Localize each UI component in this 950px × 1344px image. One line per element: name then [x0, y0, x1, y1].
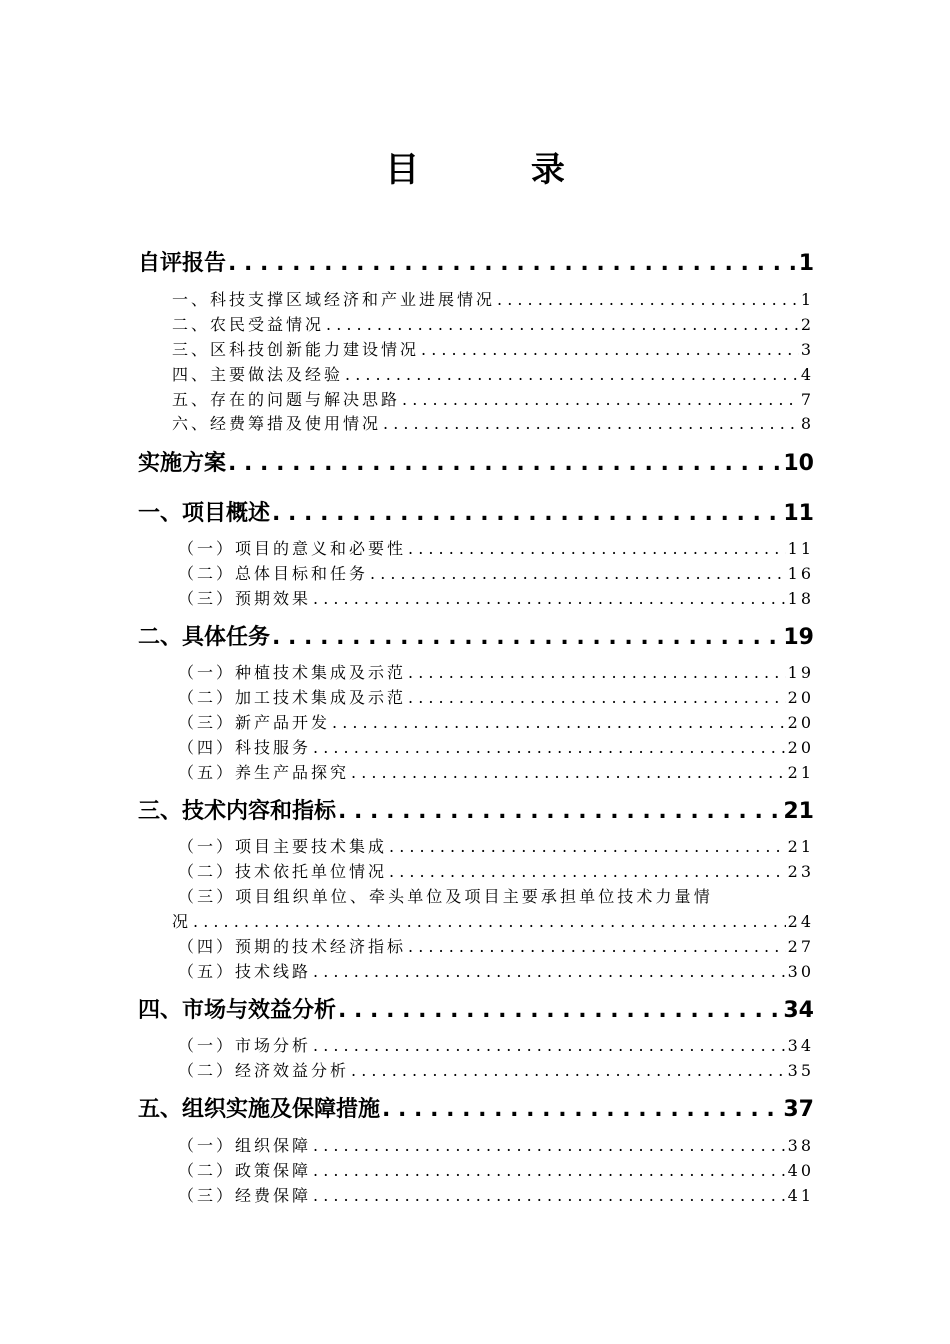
toc-dot-leader	[389, 862, 786, 881]
toc-entry-section-5[interactable]	[138, 1092, 814, 1126]
toc-entry-label: （一）组织保障	[178, 1136, 312, 1155]
toc-entry[interactable]	[178, 834, 814, 858]
toc-dot-leader	[408, 539, 786, 558]
toc-entry[interactable]	[178, 1183, 814, 1207]
toc-entry-label: 况	[172, 912, 192, 931]
toc-entry[interactable]	[172, 909, 814, 933]
toc-dot-leader	[313, 589, 786, 608]
toc-entry[interactable]	[178, 859, 814, 883]
toc-entry[interactable]	[178, 561, 814, 585]
toc-page-number: 18	[787, 589, 814, 608]
toc-dot-leader	[313, 1036, 786, 1055]
toc-entry-label: 自评报告	[138, 251, 227, 276]
toc-page-number: 35	[787, 1061, 814, 1080]
toc-entry-label: 一、项目概述	[138, 501, 271, 526]
toc-entry[interactable]	[178, 660, 814, 684]
toc-entry[interactable]	[178, 536, 814, 560]
toc-entry-label: （三）经费保障	[178, 1186, 312, 1205]
toc-entry-label: 三、区科技创新能力建设情况	[172, 340, 420, 359]
toc-dot-leader	[383, 414, 799, 433]
toc-dot-leader	[338, 799, 781, 824]
toc-entry-label: （一）项目主要技术集成	[178, 837, 388, 856]
toc-dot-leader	[272, 625, 781, 650]
toc-entry-label: （一）种植技术集成及示范	[178, 663, 407, 682]
toc-entry-label: （五）养生产品探究	[178, 763, 350, 782]
toc-dot-leader	[408, 937, 786, 956]
toc-entry[interactable]	[172, 312, 814, 336]
toc-entry-label: 三、技术内容和指标	[138, 799, 337, 824]
toc-entry-label: （一）项目的意义和必要性	[178, 539, 407, 558]
toc-entry-label: （五）技术线路	[178, 962, 312, 981]
toc-entry-label: 六、经费筹措及使用情况	[172, 414, 382, 433]
toc-dot-leader	[351, 763, 786, 782]
toc-entry[interactable]	[178, 685, 814, 709]
toc-page-number: 20	[787, 713, 814, 732]
toc-entry[interactable]	[178, 959, 814, 983]
toc-dot-leader	[313, 738, 786, 757]
toc-dot-leader	[272, 501, 781, 526]
toc-page-number: 8	[800, 414, 814, 433]
toc-entry-label: 一、科技支撑区域经济和产业进展情况	[172, 290, 496, 309]
toc-entry-label: 二、农民受益情况	[172, 315, 325, 334]
toc-page-number: 1	[798, 251, 814, 276]
toc-dot-leader	[338, 998, 781, 1023]
toc-entry-label: 实施方案	[138, 451, 227, 476]
toc-entry-label: （二）经济效益分析	[178, 1061, 350, 1080]
toc-entry[interactable]	[178, 735, 814, 759]
toc-entry[interactable]	[178, 1058, 814, 1082]
toc-page-number: 2	[800, 315, 814, 334]
toc-page-number: 11	[783, 501, 814, 526]
toc-page-number: 1	[800, 290, 814, 309]
toc-page-number: 4	[800, 365, 814, 384]
toc-dot-leader	[421, 340, 799, 359]
toc-entry-label: （二）政策保障	[178, 1161, 312, 1180]
toc-dot-leader	[313, 1186, 786, 1205]
toc-dot-leader	[193, 912, 786, 931]
toc-page-number: 3	[800, 340, 814, 359]
toc-entry-wrapped-label[interactable]: （三）项目组织单位、牵头单位及项目主要承担单位技术力量情	[178, 887, 713, 906]
toc-dot-leader	[313, 1136, 786, 1155]
toc-dot-leader	[382, 1097, 781, 1122]
toc-page-number: 11	[787, 539, 814, 558]
toc-entry-label: （二）技术依托单位情况	[178, 862, 388, 881]
toc-entry-implementation-plan[interactable]	[138, 446, 814, 480]
toc-page-number: 10	[783, 451, 814, 476]
toc-dot-leader	[497, 290, 799, 309]
toc-entry-section-4[interactable]	[138, 993, 814, 1027]
toc-page-number: 21	[783, 799, 814, 824]
toc-page-number: 19	[783, 625, 814, 650]
toc-entry[interactable]	[178, 710, 814, 734]
toc-page-number: 34	[783, 998, 814, 1023]
toc-dot-leader	[228, 451, 781, 476]
toc-dot-leader	[332, 713, 786, 732]
toc-entry-label: 四、主要做法及经验	[172, 365, 344, 384]
toc-entry-label: （一）市场分析	[178, 1036, 312, 1055]
toc-entry[interactable]	[178, 934, 814, 958]
toc-entry-label: 五、存在的问题与解决思路	[172, 390, 401, 409]
toc-entry-label: 五、组织实施及保障措施	[138, 1097, 381, 1122]
toc-dot-leader	[389, 837, 786, 856]
toc-page-number: 34	[787, 1036, 814, 1055]
toc-entry-label: 二、具体任务	[138, 625, 271, 650]
toc-dot-leader	[313, 1161, 786, 1180]
toc-entry[interactable]	[172, 287, 814, 311]
toc-entry[interactable]	[172, 387, 814, 411]
toc-page-number: 20	[787, 688, 814, 707]
toc-page-number: 23	[787, 862, 814, 881]
toc-dot-leader	[408, 663, 786, 682]
toc-page-number: 21	[787, 763, 814, 782]
toc-entry[interactable]	[172, 411, 814, 435]
toc-entry-label: （四）预期的技术经济指标	[178, 937, 407, 956]
toc-page-number: 40	[787, 1161, 814, 1180]
toc-entry-label: （四）科技服务	[178, 738, 312, 757]
toc-entry[interactable]	[172, 362, 814, 386]
toc-entry-self-evaluation-report[interactable]	[138, 246, 814, 280]
toc-page-number: 27	[787, 937, 814, 956]
toc-page-number: 20	[787, 738, 814, 757]
toc-entry[interactable]	[178, 1158, 814, 1182]
toc-dot-leader	[408, 688, 786, 707]
toc-dot-leader	[351, 1061, 786, 1080]
toc-page-number: 21	[787, 837, 814, 856]
page-title: 目 录	[385, 150, 615, 190]
toc-page-number: 30	[787, 962, 814, 981]
toc-dot-leader	[370, 564, 786, 583]
toc-page-number: 38	[787, 1136, 814, 1155]
toc-entry[interactable]	[178, 1133, 814, 1157]
toc-entry-section-1[interactable]	[138, 496, 814, 530]
toc-entry-label: （三）预期效果	[178, 589, 312, 608]
toc-entry[interactable]	[178, 586, 814, 610]
toc-entry-section-3[interactable]	[138, 794, 814, 828]
toc-entry[interactable]	[172, 337, 814, 361]
toc-page-number: 16	[787, 564, 814, 583]
toc-entry-label: （三）新产品开发	[178, 713, 331, 732]
toc-entry-section-2[interactable]	[138, 620, 814, 654]
toc-page-number: 24	[787, 912, 814, 931]
toc-page-number: 7	[800, 390, 814, 409]
toc-page-number: 41	[787, 1186, 814, 1205]
toc-dot-leader	[313, 962, 786, 981]
toc-dot-leader	[345, 365, 799, 384]
toc-page-number: 37	[783, 1097, 814, 1122]
toc-entry[interactable]	[178, 760, 814, 784]
toc-entry-label: （二）加工技术集成及示范	[178, 688, 407, 707]
toc-dot-leader	[228, 251, 797, 276]
toc-page-number: 19	[787, 663, 814, 682]
toc-entry-label: 四、市场与效益分析	[138, 998, 337, 1023]
toc-dot-leader	[402, 390, 799, 409]
toc-entry-label: （二）总体目标和任务	[178, 564, 369, 583]
toc-entry[interactable]	[178, 1033, 814, 1057]
toc-dot-leader	[326, 315, 799, 334]
